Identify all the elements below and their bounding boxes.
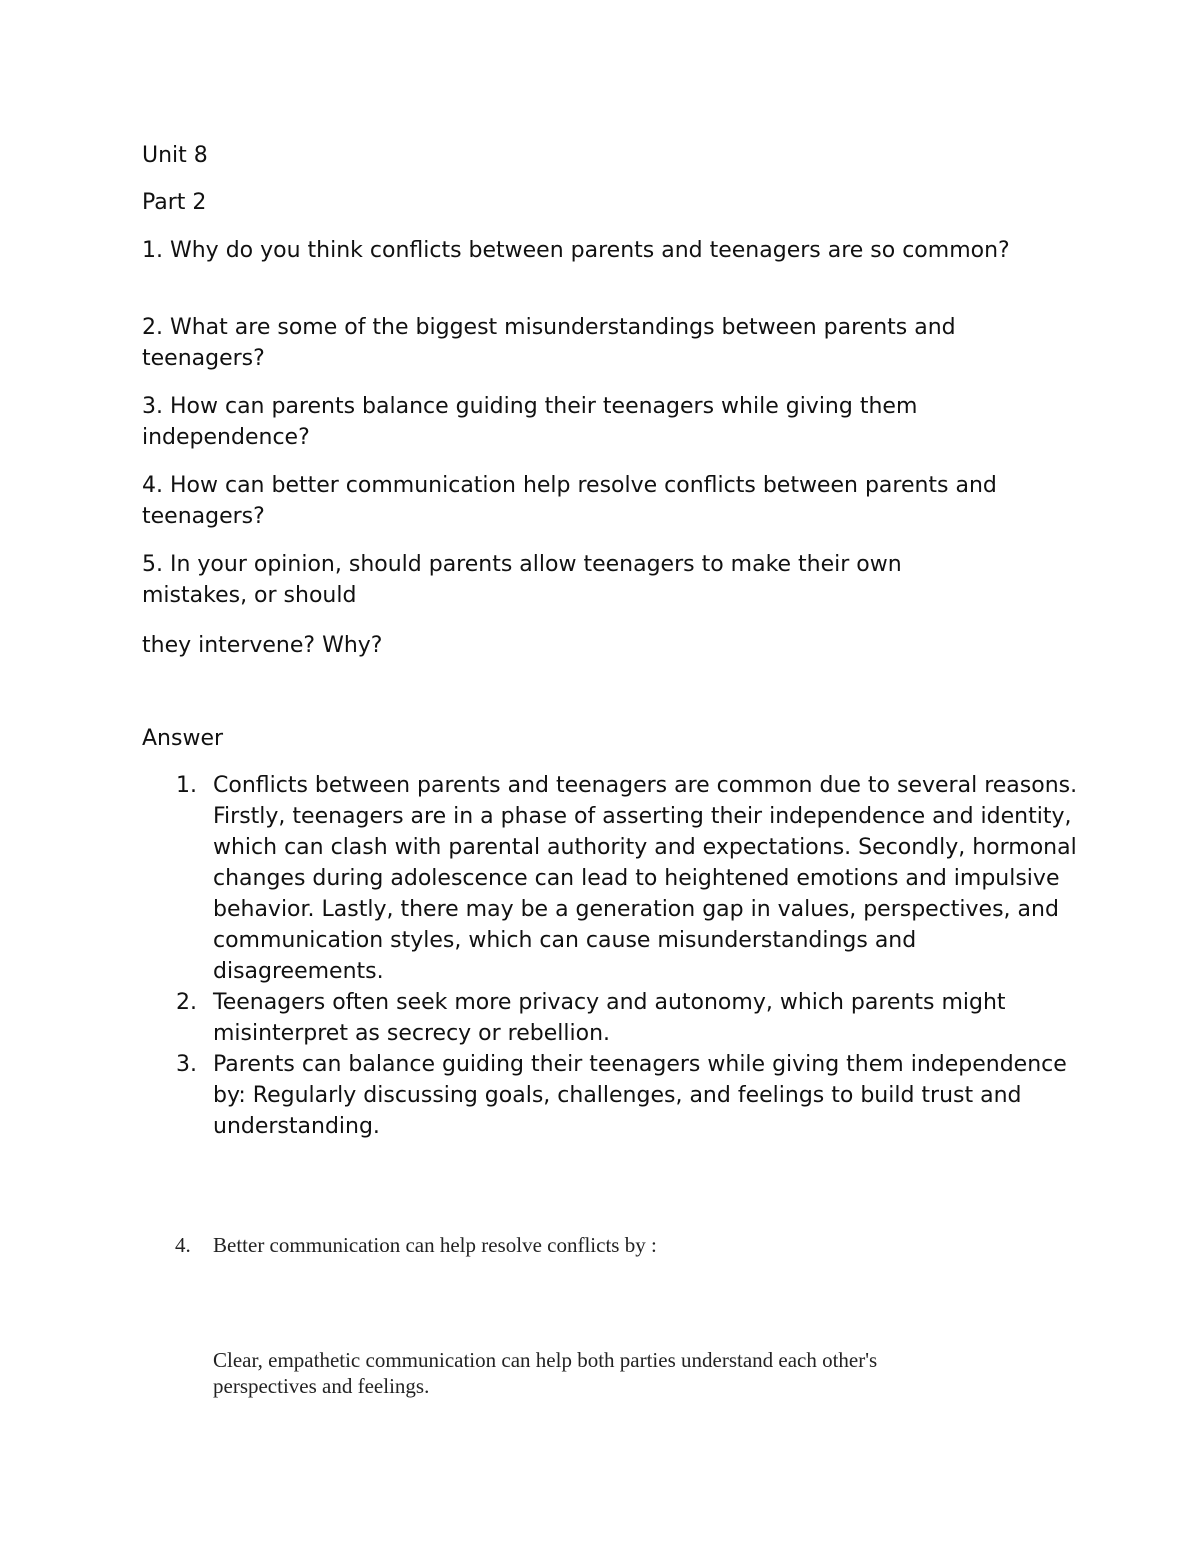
- unit-title: Unit 8: [142, 143, 208, 168]
- part-title: Part 2: [142, 190, 207, 215]
- answer-item: [142, 770, 1082, 987]
- answer-text: Parents can balance guiding their teenagers while giving them independence by: Regularly discussing goals, challenges, and feelings to build trust and understanding.: [213, 1052, 1067, 1139]
- answer-item-4: [142, 1232, 1153, 1258]
- question-5: 5. In your opinion, should parents allow teenagers to make their own mistakes, or should: [142, 552, 902, 608]
- answer-number: 1.: [176, 773, 197, 798]
- question-2: 2. What are some of the biggest misunderstandings between parents and teenagers?: [142, 315, 956, 371]
- question-4: 4. How can better communication help resolve conflicts between parents and teenagers?: [142, 473, 997, 529]
- question-5-continuation: they intervene? Why?: [142, 633, 383, 658]
- answer-item: [142, 1049, 1082, 1142]
- answer-4-detail: Clear, empathetic communication can help both parties understand each other's perspectives and feelings.: [213, 1348, 878, 1398]
- answer-number: 2.: [176, 990, 197, 1015]
- question-3: 3. How can parents balance guiding their teenagers while giving them independence?: [142, 394, 918, 450]
- answer-number: 3.: [176, 1052, 197, 1077]
- answer-text: Better communication can help resolve conflicts by :: [213, 1233, 657, 1257]
- answer-heading: Answer: [142, 726, 224, 751]
- answer-text: Teenagers often seek more privacy and autonomy, which parents might misinterpret as secrecy or rebellion.: [213, 990, 1006, 1046]
- answer-item: [142, 987, 1082, 1049]
- answer-list: [142, 770, 1082, 1142]
- question-1: 1. Why do you think conflicts between parents and teenagers are so common?: [142, 238, 1010, 263]
- answer-text: Conflicts between parents and teenagers are common due to several reasons. Firstly, teenagers are in a phase of asserting their independence and identity, which can clash with parental authority and expectations. Secondly, hormonal changes during adolescence can lead to heightened emotions and impulsive behavior. Lastly, there may be a generation gap in values, perspectives, and communication styles, which can cause misunderstandings and disagreements.: [213, 773, 1078, 984]
- answer-number: 4.: [175, 1233, 191, 1257]
